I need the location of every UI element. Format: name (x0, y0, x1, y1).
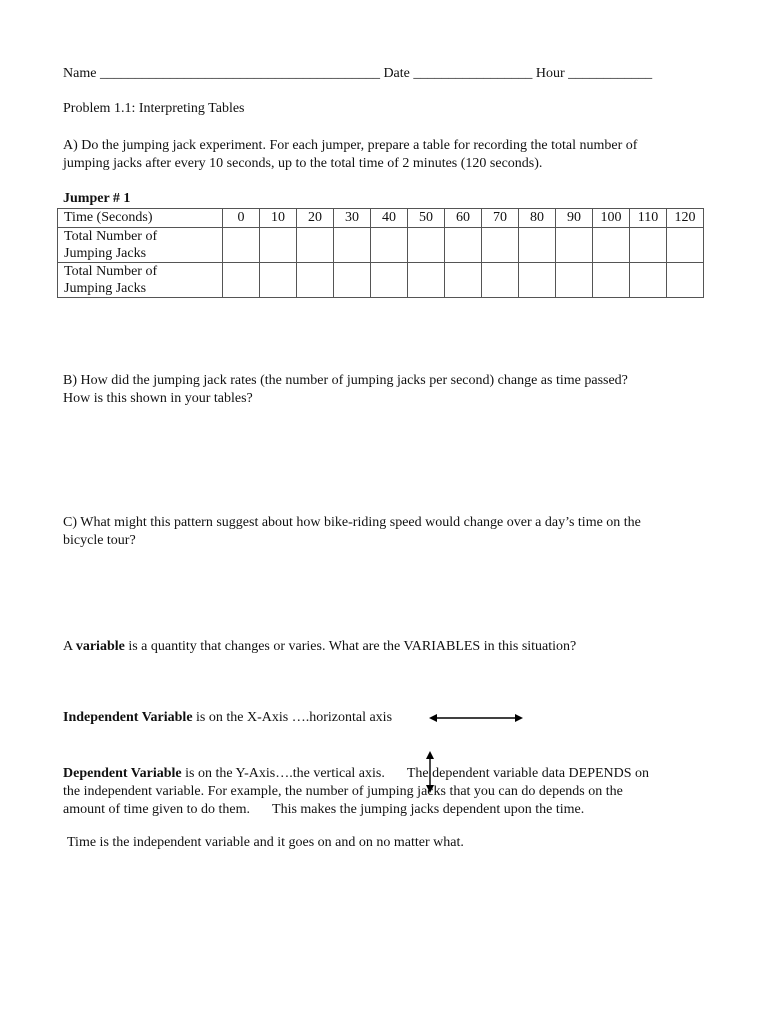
time-cell: 60 (445, 209, 482, 228)
part-c-line-1: C) What might this pattern suggest about how bike-riding speed would change over a day’s time on the (63, 515, 641, 530)
entry-cell[interactable] (667, 263, 704, 298)
part-a-line-2: jumping jacks after every 10 seconds, up to the total time of 2 minutes (120 seconds). (63, 156, 543, 171)
time-cell: 0 (223, 209, 260, 228)
time-cell: 90 (556, 209, 593, 228)
hour-blank[interactable]: ____________ (568, 66, 653, 81)
entry-cell[interactable] (593, 228, 630, 263)
entry-cell[interactable] (334, 228, 371, 263)
entry-cell[interactable] (482, 263, 519, 298)
hour-label: Hour (535, 66, 565, 81)
name-label: Name (63, 66, 97, 81)
entry-cell[interactable] (556, 228, 593, 263)
entry-cell[interactable] (630, 263, 667, 298)
part-b-line-1: B) How did the jumping jack rates (the number of jumping jacks per second) change as time passed? (63, 373, 628, 388)
entry-cell[interactable] (445, 263, 482, 298)
time-cell: 40 (371, 209, 408, 228)
data-row-2 (58, 263, 704, 298)
entry-cell[interactable] (297, 228, 334, 263)
jumping-jack-table (57, 208, 704, 298)
variable-definition: A variable is a quantity that changes or varies. What are the VARIABLES in this situation? (63, 639, 577, 654)
entry-cell[interactable] (223, 263, 260, 298)
time-cell: 30 (334, 209, 371, 228)
problem-title: Problem 1.1: Interpreting Tables (63, 101, 245, 116)
time-cell: 110 (630, 209, 667, 228)
time-row (58, 209, 704, 228)
dependent-line-3: amount of time given to do them. This makes the jumping jacks dependent upon the time. (63, 802, 585, 817)
jumper-label: Jumper # 1 (63, 191, 131, 206)
header-line (63, 66, 652, 82)
entry-cell[interactable] (445, 228, 482, 263)
entry-cell[interactable] (260, 228, 297, 263)
time-cell: 50 (408, 209, 445, 228)
entry-cell[interactable] (667, 228, 704, 263)
entry-cell[interactable] (519, 263, 556, 298)
time-cell: 120 (667, 209, 704, 228)
part-c-line-2: bicycle tour? (63, 533, 136, 548)
entry-cell[interactable] (223, 228, 260, 263)
time-cell: 70 (482, 209, 519, 228)
part-c-question (63, 514, 713, 550)
entry-cell[interactable] (408, 263, 445, 298)
dependent-variable-block (63, 765, 723, 819)
part-b-line-2: How is this shown in your tables? (63, 391, 253, 406)
entry-cell[interactable] (408, 228, 445, 263)
entry-cell[interactable] (556, 263, 593, 298)
part-b-question (63, 372, 713, 408)
data-row-header: Total Number of Jumping Jacks (58, 263, 223, 298)
variable-term: variable (75, 639, 125, 654)
entry-cell[interactable] (260, 263, 297, 298)
entry-cell[interactable] (297, 263, 334, 298)
time-cell: 20 (297, 209, 334, 228)
date-label: Date (383, 66, 410, 81)
time-cell: 80 (519, 209, 556, 228)
independent-term: Independent Variable (63, 710, 193, 725)
entry-cell[interactable] (593, 263, 630, 298)
time-cell: 10 (260, 209, 297, 228)
part-a-line-1: A) Do the jumping jack experiment. For each jumper, prepare a table for recording the total number of (63, 138, 638, 153)
entry-cell[interactable] (334, 263, 371, 298)
entry-cell[interactable] (519, 228, 556, 263)
entry-cell[interactable] (371, 228, 408, 263)
dependent-line-2: the independent variable. For example, the number of jumping jacks that you can do depends on the (63, 784, 623, 799)
name-blank[interactable]: ________________________________________ (99, 66, 380, 81)
entry-cell[interactable] (630, 228, 667, 263)
horizontal-double-arrow-icon (429, 712, 523, 724)
data-row-1 (58, 228, 704, 263)
part-a-question (63, 137, 713, 173)
entry-cell[interactable] (482, 228, 519, 263)
independent-variable-line: Independent Variable is on the X-Axis ….horizontal axis (63, 710, 393, 725)
time-statement: Time is the independent variable and it goes on and on no matter what. (67, 835, 464, 850)
entry-cell[interactable] (371, 263, 408, 298)
date-blank[interactable]: _________________ (413, 66, 533, 81)
dependent-line-1: Dependent Variable is on the Y-Axis….the vertical axis. The dependent variable data DEPENDS on (63, 766, 650, 781)
dependent-term: Dependent Variable (63, 766, 182, 781)
time-cell: 100 (593, 209, 630, 228)
time-header: Time (Seconds) (58, 209, 223, 228)
data-row-header: Total Number of Jumping Jacks (58, 228, 223, 263)
